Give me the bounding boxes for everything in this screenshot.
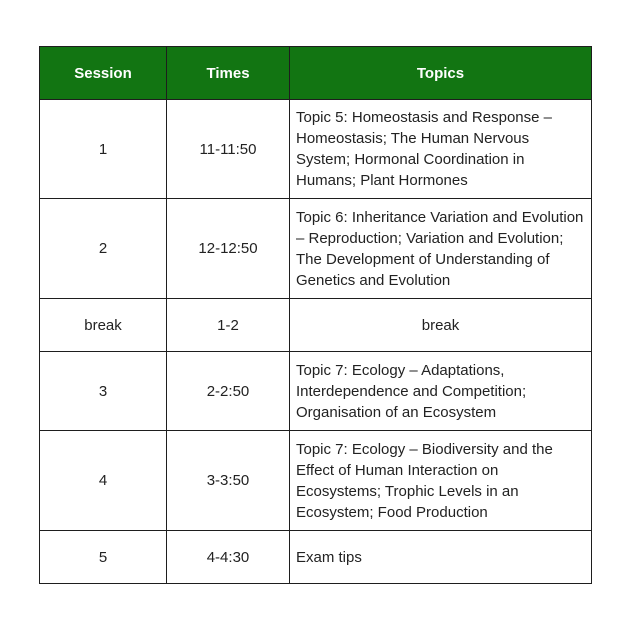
table-row xyxy=(40,299,592,352)
topics-cell: Topic 7: Ecology – Biodiversity and the Effect of Human Interaction on Ecosystems; Trophic Levels in an Ecosystem; Food Production xyxy=(290,431,592,531)
times-cell: 2-2:50 xyxy=(167,352,290,431)
header-session: Session xyxy=(40,47,167,100)
table-row xyxy=(40,531,592,584)
topics-cell: Exam tips xyxy=(290,531,592,584)
table-row xyxy=(40,431,592,531)
table-body xyxy=(40,100,592,584)
session-cell: 4 xyxy=(40,431,167,531)
topics-cell: break xyxy=(290,299,592,352)
session-cell: 1 xyxy=(40,100,167,199)
times-cell: 3-3:50 xyxy=(167,431,290,531)
header-topics: Topics xyxy=(290,47,592,100)
table-header xyxy=(40,47,592,100)
session-cell: 5 xyxy=(40,531,167,584)
table-row xyxy=(40,100,592,199)
topics-cell: Topic 6: Inheritance Variation and Evolution – Reproduction; Variation and Evolution; The Development of Understanding of Genetics and Evolution xyxy=(290,199,592,299)
header-row xyxy=(40,47,592,100)
times-cell: 4-4:30 xyxy=(167,531,290,584)
session-cell: 2 xyxy=(40,199,167,299)
session-cell: 3 xyxy=(40,352,167,431)
header-times: Times xyxy=(167,47,290,100)
topics-cell: Topic 5: Homeostasis and Response – Homeostasis; The Human Nervous System; Hormonal Coordination in Humans; Plant Hormones xyxy=(290,100,592,199)
times-cell: 1-2 xyxy=(167,299,290,352)
times-cell: 11-11:50 xyxy=(167,100,290,199)
table-row xyxy=(40,352,592,431)
schedule-table xyxy=(39,46,592,584)
table-row xyxy=(40,199,592,299)
times-cell: 12-12:50 xyxy=(167,199,290,299)
topics-cell: Topic 7: Ecology – Adaptations, Interdependence and Competition; Organisation of an Ecosystem xyxy=(290,352,592,431)
session-cell: break xyxy=(40,299,167,352)
